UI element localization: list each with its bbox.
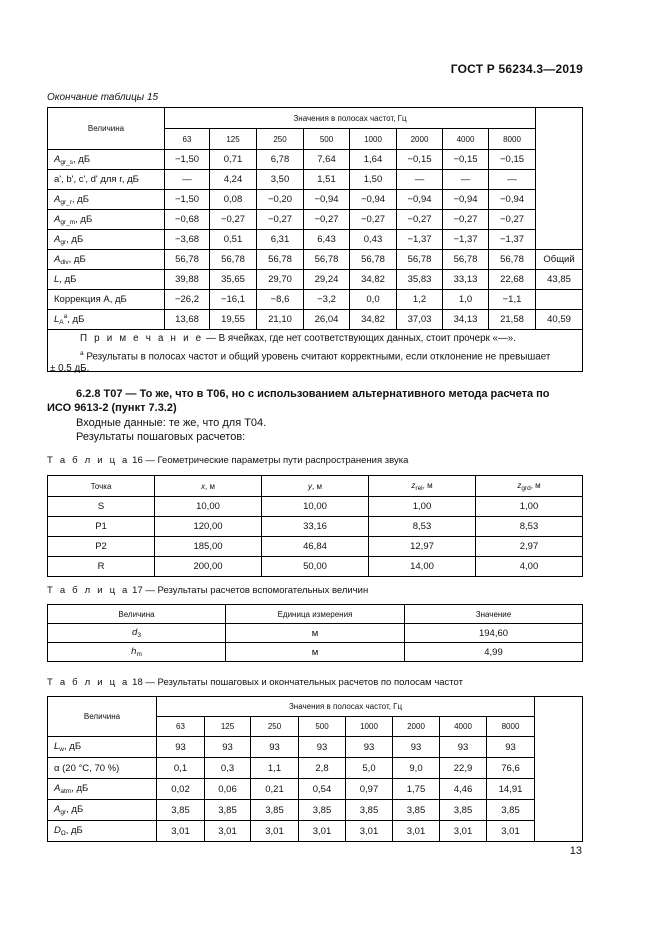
t15-cell: 29,70 [257, 270, 304, 290]
t15-footnote-line1: Результаты в полосах частот и общий уровень считают корректными, если отклонение не превышает [83, 351, 551, 363]
t18-row-2-subscript: atm [60, 788, 72, 795]
t15-cell: 56,78 [165, 250, 210, 270]
t15-cell: −0,27 [397, 210, 443, 230]
t18-row-2-label [48, 779, 157, 800]
t18-freq-4000: 4000 [440, 717, 487, 737]
t16-cell: 200,00 [155, 557, 262, 577]
t15-cell: 21,58 [489, 310, 536, 330]
table-row [48, 497, 583, 517]
t15-row-3-label [48, 210, 165, 230]
t15-cell: −8,6 [257, 290, 304, 310]
t15-row-8-unit: , дБ [67, 314, 85, 326]
t15-cell: −0,27 [257, 210, 304, 230]
t18-row-0-unit: , дБ [64, 741, 82, 752]
table-17 [47, 604, 583, 662]
doc-header: ГОСТ Р 56234.3—2019 [450, 62, 583, 76]
t16-cell: 46,84 [262, 537, 369, 557]
t16-cell: S [48, 497, 155, 517]
t18-cell: 3,01 [157, 821, 205, 842]
t15-cell: −0,94 [489, 190, 536, 210]
t15-note-text: — В ячейках, где нет соответствующих данных, стоит прочерк «—». [203, 333, 516, 344]
t18-cell: 3,85 [346, 800, 393, 821]
t15-cell: 56,78 [350, 250, 397, 270]
table17-caption [47, 585, 368, 596]
t15-cell: −1,37 [443, 230, 489, 250]
t16-caption-lead: Т а б л и ц а [47, 455, 130, 466]
t18-freq-2000: 2000 [393, 717, 440, 737]
t18-cell: 93 [346, 737, 393, 758]
t18-row-3-label [48, 800, 157, 821]
table-row [48, 821, 583, 842]
t15-row-7-label: Коррекция А, дБ [48, 290, 165, 310]
table16-caption [47, 455, 408, 466]
t16-cell: 8,53 [476, 517, 583, 537]
t15-cell: −0,27 [443, 210, 489, 230]
t16-cell: 33,16 [262, 517, 369, 537]
t18-row-3-unit: , дБ [66, 804, 84, 815]
t15-row-2-symbol: A [54, 193, 61, 205]
table-row [48, 230, 583, 250]
t15-row-5-symbol: A [54, 253, 61, 265]
t18-cell: 1,75 [393, 779, 440, 800]
t16-cell: 14,00 [369, 557, 476, 577]
t16-cell: P2 [48, 537, 155, 557]
t15-cell: 0,51 [210, 230, 257, 250]
t18-row-2-unit: , дБ [71, 783, 89, 794]
t18-cell: 5,0 [346, 758, 393, 779]
t15-cell: 0,0 [350, 290, 397, 310]
t15-total-value: 43,85 [536, 270, 583, 290]
t15-cell: 37,03 [397, 310, 443, 330]
t18-cell: 3,85 [157, 800, 205, 821]
t18-cell: 93 [251, 737, 299, 758]
t15-cell: −0,27 [210, 210, 257, 230]
table15-caption: Окончание таблицы 15 [47, 92, 159, 103]
t16-cell: R [48, 557, 155, 577]
t15-cell: −26,2 [165, 290, 210, 310]
t18-cell: 3,85 [393, 800, 440, 821]
t15-cell: −0,94 [350, 190, 397, 210]
t18-cell: 0,1 [157, 758, 205, 779]
t15-freq-2000: 2000 [397, 129, 443, 150]
t17-head-value: Значение [405, 605, 583, 624]
t15-row-8-superscript: a [63, 312, 68, 320]
t15-total-label: Общий [536, 250, 583, 270]
t15-freq-250: 250 [257, 129, 304, 150]
t15-cell: 56,78 [210, 250, 257, 270]
t15-footnote-mark: a [80, 350, 84, 357]
t15-cell: 6,78 [257, 150, 304, 170]
t16-head-zgrd: $z_{grd}$, м [476, 476, 583, 497]
t18-cell: 3,01 [251, 821, 299, 842]
t18-cell: 3,01 [346, 821, 393, 842]
t15-row-5-label [48, 250, 165, 270]
table-row [48, 800, 583, 821]
t18-cell: 3,01 [487, 821, 535, 842]
t17-subscript: 3 [137, 632, 141, 639]
t17-head-unit: Единица измерения [226, 605, 405, 624]
table-row [48, 779, 583, 800]
t15-total-empty [536, 150, 583, 250]
t18-freq-63: 63 [157, 717, 205, 737]
t15-cell: 1,50 [350, 170, 397, 190]
t18-cell: 0,06 [205, 779, 251, 800]
t15-freq-63: 63 [165, 129, 210, 150]
t15-row-8-label [48, 310, 165, 330]
t15-footnote-line2: ± 0.5 дБ. [50, 363, 90, 374]
t15-freq-1000: 1000 [350, 129, 397, 150]
t15-cell: −0,27 [304, 210, 350, 230]
t17-quantity [48, 624, 226, 643]
t15-row-4-unit: , дБ [66, 233, 84, 245]
t15-cell: 13,68 [165, 310, 210, 330]
t17-caption-rest: 17 — Результаты расчетов вспомогательных величин [129, 585, 369, 596]
t15-cell: 29,24 [304, 270, 350, 290]
t16-cell: 4,00 [476, 557, 583, 577]
t18-caption-rest: 18 — Результаты пошаговых и окончательных расчетов по полосам частот [129, 677, 463, 688]
t15-row-2-subscript: gr_r [60, 198, 72, 206]
t18-freq-1000: 1000 [346, 717, 393, 737]
section-input-text: Входные данные: те же, что для T04. [76, 417, 267, 429]
t15-cell: 22,68 [489, 270, 536, 290]
t15-cell: 56,78 [397, 250, 443, 270]
table-row [48, 557, 583, 577]
t15-total-value: 40,59 [536, 310, 583, 330]
t15-cell: 0,71 [210, 150, 257, 170]
t18-cell: 76,6 [487, 758, 535, 779]
t16-cell: 10,00 [155, 497, 262, 517]
t15-cell: 56,78 [443, 250, 489, 270]
t16-cell: 120,00 [155, 517, 262, 537]
t16-cell: 185,00 [155, 537, 262, 557]
t15-freq-125: 125 [210, 129, 257, 150]
t15-cell: −1,1 [489, 290, 536, 310]
t18-cell: 3,01 [440, 821, 487, 842]
table-row [48, 250, 583, 270]
t15-row-6-symbol: L [54, 274, 60, 285]
t15-cell: −0,15 [489, 150, 536, 170]
t18-row-4-unit: , дБ [65, 825, 83, 836]
t18-cell: 93 [299, 737, 346, 758]
table-row [48, 624, 583, 643]
t16-cell: 8,53 [369, 517, 476, 537]
t15-row-5-unit: , дБ [68, 253, 86, 265]
t15-row-4-symbol: A [54, 233, 61, 245]
t15-row-4-subscript: gr [60, 238, 67, 246]
t18-row-1-label: α (20 °С, 70 %) [48, 758, 157, 779]
t18-cell: 14,91 [487, 779, 535, 800]
t15-head-quantity: Величина [48, 108, 165, 150]
t16-head-y: y, м [262, 476, 369, 497]
t16-cell: 50,00 [262, 557, 369, 577]
table-row [48, 517, 583, 537]
t15-cell: 1,0 [443, 290, 489, 310]
t15-row-5-subscript: div [60, 258, 69, 266]
t18-row-0-symbol: L [54, 741, 60, 752]
t15-cell: 1,2 [397, 290, 443, 310]
t15-cell: — [489, 170, 536, 190]
t15-row-2-label [48, 190, 165, 210]
t18-row-0-label [48, 737, 157, 758]
t15-cell: 56,78 [489, 250, 536, 270]
table-row [48, 643, 583, 662]
page-number: 13 [569, 845, 582, 857]
t15-cell: 56,78 [257, 250, 304, 270]
t15-row-6-unit: , дБ [59, 274, 77, 285]
t15-cell: 35,83 [397, 270, 443, 290]
t15-note-lead: П р и м е ч а н и е [80, 333, 204, 344]
t15-row-1-label: a', b', c', d' для r, дБ [48, 170, 165, 190]
t18-row-2-symbol: A [54, 783, 61, 794]
t17-quantity [48, 643, 226, 662]
table-row [48, 758, 583, 779]
t15-cell: — [397, 170, 443, 190]
t16-cell: 1,00 [476, 497, 583, 517]
t17-caption-lead: Т а б л и ц а [47, 585, 130, 596]
t15-note [80, 331, 516, 346]
t15-cell: 6,43 [304, 230, 350, 250]
section-results-text: Результаты пошаговых расчетов: [76, 431, 246, 443]
table-row [48, 150, 583, 170]
table-row [48, 290, 583, 310]
t15-cell: −1,50 [165, 190, 210, 210]
t18-cell: 93 [393, 737, 440, 758]
t15-cell: 34,82 [350, 270, 397, 290]
t16-head-x: x, м [155, 476, 262, 497]
table-row [48, 310, 583, 330]
table-row [48, 210, 583, 230]
t15-cell: 1,51 [304, 170, 350, 190]
t17-subscript: m [136, 651, 142, 658]
t15-freq-500: 500 [304, 129, 350, 150]
t16-head-zrel: $z_{rel}$, м [369, 476, 476, 497]
t15-cell: 21,10 [257, 310, 304, 330]
t16-cell: 1,00 [369, 497, 476, 517]
t15-cell: −0,94 [397, 190, 443, 210]
t15-freq-8000: 8000 [489, 129, 536, 150]
table-16 [47, 475, 583, 577]
t15-cell: 34,13 [443, 310, 489, 330]
t18-cell: 9,0 [393, 758, 440, 779]
t18-cell: 93 [157, 737, 205, 758]
t15-row-6-label [48, 270, 165, 290]
t15-head-span: Значения в полосах частот, Гц [165, 108, 536, 129]
t18-cell: 22,9 [440, 758, 487, 779]
t15-cell: 0,08 [210, 190, 257, 210]
t18-head-quantity: Величина [48, 697, 157, 737]
t18-cell: 93 [487, 737, 535, 758]
t15-cell: −16,1 [210, 290, 257, 310]
t18-freq-125: 125 [205, 717, 251, 737]
t15-cell: −0,20 [257, 190, 304, 210]
t15-cell: 0,43 [350, 230, 397, 250]
t18-cell: 3,85 [440, 800, 487, 821]
t15-row-8-subscript: A [59, 319, 64, 327]
table18-caption [47, 677, 463, 688]
t18-cell: 4,46 [440, 779, 487, 800]
t15-cell: 6,31 [257, 230, 304, 250]
t15-cell: −0,27 [489, 210, 536, 230]
t18-cell: 3,85 [487, 800, 535, 821]
t18-cell: 93 [440, 737, 487, 758]
t15-cell: 33,13 [443, 270, 489, 290]
t18-cell: 1,1 [251, 758, 299, 779]
t18-cell: 3,01 [299, 821, 346, 842]
t17-value: 4,99 [405, 643, 583, 662]
t15-cell: 1,64 [350, 150, 397, 170]
t15-row-0-symbol: A [54, 153, 61, 165]
t18-freq-500: 500 [299, 717, 346, 737]
t18-row-4-subscript: Ω [60, 830, 66, 837]
t16-cell: P1 [48, 517, 155, 537]
t17-unit: м [226, 643, 405, 662]
t18-freq-8000: 8000 [487, 717, 535, 737]
table-row [48, 737, 583, 758]
table-row [48, 190, 583, 210]
t15-row-3-symbol: A [54, 213, 61, 225]
t18-caption-lead: Т а б л и ц а [47, 677, 130, 688]
t15-cell: −1,50 [165, 150, 210, 170]
table-row [48, 170, 583, 190]
t18-row-3-symbol: A [54, 804, 61, 815]
t18-cell: 0,54 [299, 779, 346, 800]
section-heading-line1: 6.2.8 T07 — То же, что в T06, но с использованием альтернативного метода расчета по [76, 388, 550, 400]
t15-cell: −0,94 [304, 190, 350, 210]
t15-cell: 35,65 [210, 270, 257, 290]
t15-cell: −0,15 [397, 150, 443, 170]
t15-cell: −3,68 [165, 230, 210, 250]
t15-row-0-subscript: gr_s [60, 158, 73, 166]
t15-row-3-unit: , дБ [75, 213, 93, 225]
t15-row-3-subscript: gr_m [60, 218, 76, 226]
t15-cell: 7,64 [304, 150, 350, 170]
t18-cell: 3,85 [205, 800, 251, 821]
t15-cell: −0,27 [350, 210, 397, 230]
t15-cell: −0,15 [443, 150, 489, 170]
t15-cell: 34,82 [350, 310, 397, 330]
t15-cell: −0,94 [443, 190, 489, 210]
section-heading-line2: ИСО 9613-2 (пункт 7.3.2) [47, 402, 177, 414]
t15-cell: 39,88 [165, 270, 210, 290]
t15-cell: — [443, 170, 489, 190]
t18-cell: 3,85 [251, 800, 299, 821]
t16-caption-rest: 16 — Геометрические параметры пути распространения звука [129, 455, 409, 466]
table-18 [47, 696, 583, 842]
t15-cell: −1,37 [489, 230, 536, 250]
t18-row-3-subscript: gr [60, 809, 67, 816]
t15-row-2-unit: , дБ [71, 193, 89, 205]
t15-freq-4000: 4000 [443, 129, 489, 150]
t18-cell: 3,01 [205, 821, 251, 842]
t15-cell: 4,24 [210, 170, 257, 190]
t17-value: 194,60 [405, 624, 583, 643]
t16-head-point: Точка [48, 476, 155, 497]
t15-total-empty [536, 290, 583, 310]
t18-cell: 3,85 [299, 800, 346, 821]
t17-symbol: h [131, 646, 137, 657]
t15-cell: −1,37 [397, 230, 443, 250]
t18-cell: 0,97 [346, 779, 393, 800]
t15-cell: −3,2 [304, 290, 350, 310]
t16-cell: 10,00 [262, 497, 369, 517]
t18-freq-250: 250 [251, 717, 299, 737]
t18-cell: 0,3 [205, 758, 251, 779]
table-row [48, 537, 583, 557]
t18-cell: 0,02 [157, 779, 205, 800]
t15-cell: 26,04 [304, 310, 350, 330]
t18-cell: 0,21 [251, 779, 299, 800]
t16-cell: 12,97 [369, 537, 476, 557]
t15-row-8-symbol: L [54, 314, 60, 326]
t15-cell: −0,68 [165, 210, 210, 230]
t18-cell: 93 [205, 737, 251, 758]
t18-head-span: Значения в полосах частот, Гц [157, 697, 535, 717]
t16-cell: 2,97 [476, 537, 583, 557]
t18-row-0-subscript: w [59, 746, 64, 753]
t15-cell: 19,55 [210, 310, 257, 330]
t18-row-4-symbol: D [54, 825, 61, 836]
t18-cell: 2,8 [299, 758, 346, 779]
t18-cell: 3,01 [393, 821, 440, 842]
table-row [48, 270, 583, 290]
t15-cell: 3,50 [257, 170, 304, 190]
t15-row-4-label [48, 230, 165, 250]
t18-row-4-label [48, 821, 157, 842]
t15-footnote [80, 346, 550, 364]
t15-cell: 56,78 [304, 250, 350, 270]
t15-cell: — [165, 170, 210, 190]
t15-row-0-label [48, 150, 165, 170]
t15-row-0-unit: , дБ [73, 153, 91, 165]
t18-empty-col [535, 737, 583, 842]
t15-head-empty [536, 108, 583, 150]
t17-unit: м [226, 624, 405, 643]
t18-head-empty [535, 697, 583, 737]
t17-head-quantity: Величина [48, 605, 226, 624]
t17-symbol: d [132, 627, 138, 638]
